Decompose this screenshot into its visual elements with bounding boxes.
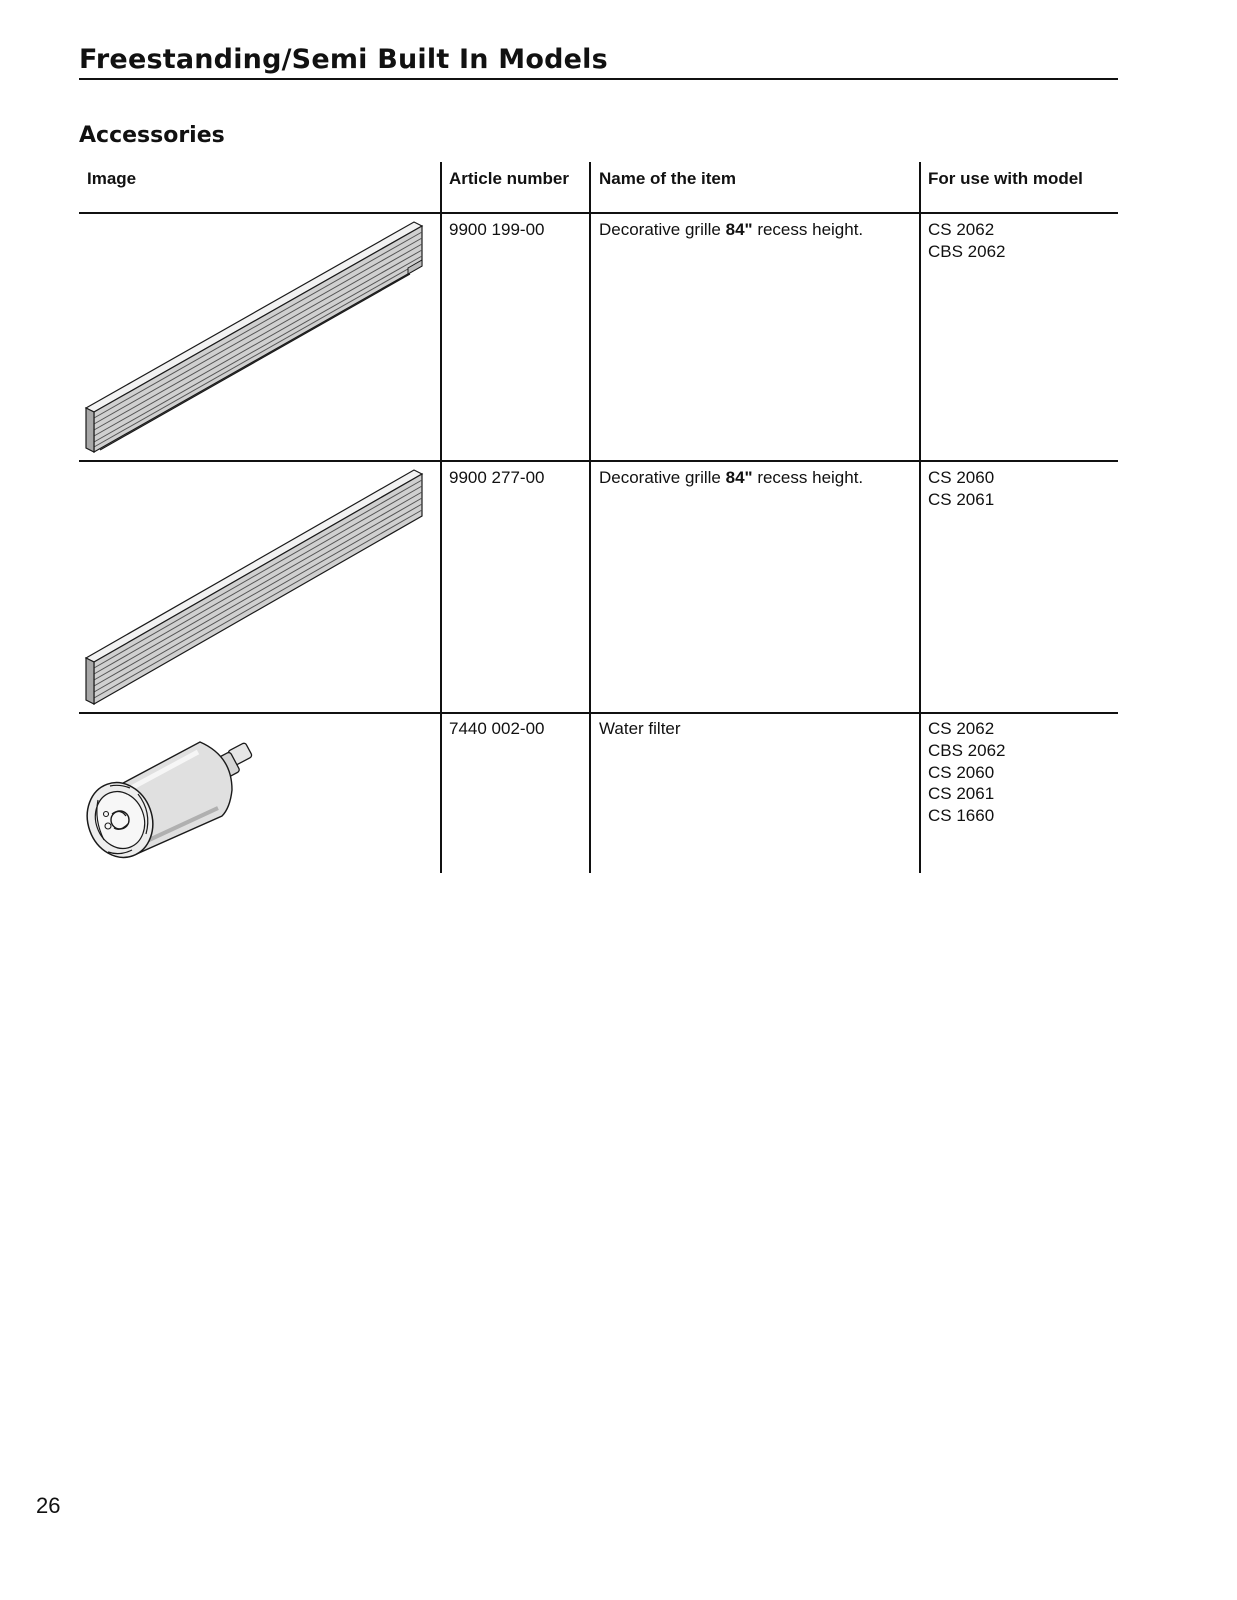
item-name-text: recess height.	[752, 220, 864, 239]
section-title: Accessories	[79, 123, 225, 148]
model-list	[928, 219, 1006, 263]
column-divider	[919, 162, 921, 873]
page-title: Freestanding/Semi Built In Models	[79, 42, 1118, 80]
model-name: CS 1660	[928, 806, 995, 826]
column-header-item-name: Name of the item	[599, 169, 736, 188]
header-divider	[79, 212, 1118, 214]
model-list	[928, 718, 1006, 827]
model-name: CBS 2062	[928, 241, 1006, 261]
column-header-article-number: Article number	[449, 169, 569, 188]
row-divider	[79, 460, 1118, 462]
item-name-text: Decorative grille	[599, 220, 726, 239]
item-name-text: recess height.	[752, 468, 864, 487]
model-name: CS 2060	[928, 468, 995, 487]
water-filter-icon	[80, 728, 270, 864]
page-number: 26	[36, 1493, 61, 1518]
article-number: 7440 002-00	[449, 719, 545, 738]
model-name: CS 2060	[928, 762, 995, 782]
model-name: CS 2062	[928, 719, 995, 738]
column-header-image: Image	[87, 169, 137, 188]
decorative-grille-icon	[80, 466, 430, 708]
model-name: CS 2061	[928, 489, 995, 509]
model-name: CS 2061	[928, 784, 995, 804]
item-name	[599, 467, 863, 489]
item-name-text: Water filter	[599, 719, 681, 738]
item-name	[599, 718, 681, 740]
item-name	[599, 219, 863, 241]
item-name-size: 84"	[725, 220, 753, 239]
model-name: CBS 2062	[928, 740, 1006, 760]
item-name-text: Decorative grille	[599, 468, 726, 487]
article-number: 9900 199-00	[449, 220, 545, 239]
column-divider	[440, 162, 442, 873]
model-name: CS 2062	[928, 220, 995, 239]
article-number: 9900 277-00	[449, 468, 545, 487]
model-list	[928, 467, 994, 511]
decorative-grille-icon	[80, 218, 430, 458]
column-divider	[589, 162, 591, 873]
row-divider	[79, 712, 1118, 714]
column-header-model: For use with model	[928, 169, 1083, 188]
item-name-size: 84"	[725, 468, 753, 487]
